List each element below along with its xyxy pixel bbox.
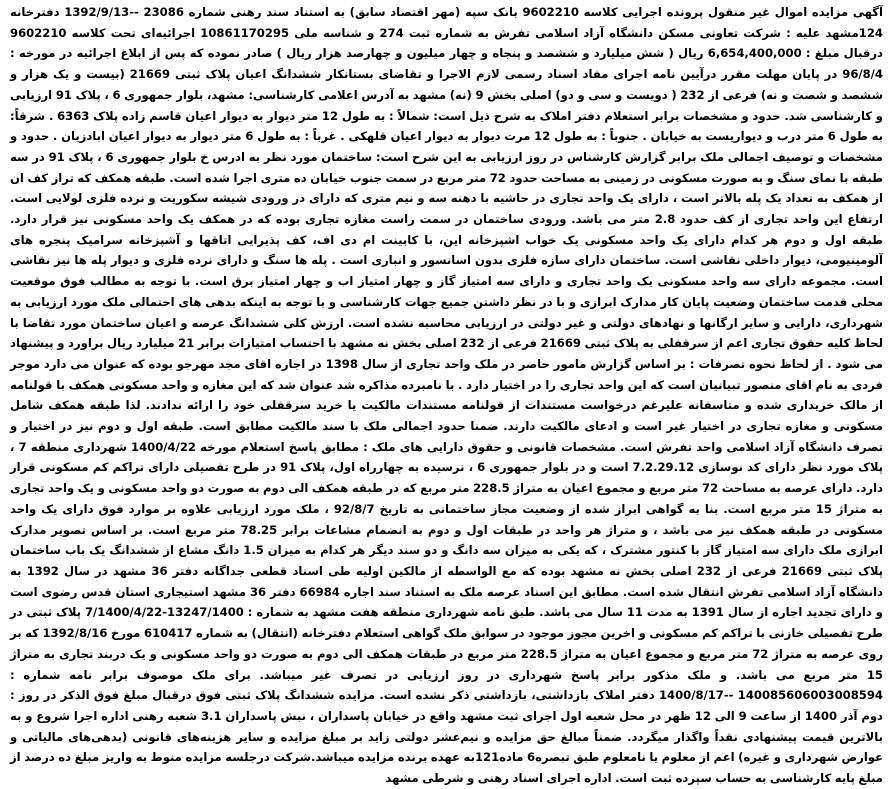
- notice-body-text: آگهی مزایده اموال غیر منقول پرونده اجرایی کلاسه 9602210 بانک سپه (مهر اقتصاد سابق) به استناد سند رهنی شماره 23086 --1392/9/13 دفترخانه 124مشهد علیه : شرکت تعاونی مسکن دانشگاه آزاد اسلامی تفرش به شماره ثبت 274 و شناسه ملی 10861170295 اجرائیه‌ای تحت کلاسه 9602210 درقبال مبلغ : 6,654,400,000 ریال ( شش میلیارد و ششصد و پنجاه و چهار میلیون و چهارصد هزار ریال ) صادر نموده که پس از ابلاغ اجرائیه در مورخه : 96/8/4 در پایان مهلت مقرر درآیین نامه اجرای مفاد اسناد رسمی لازم الاجرا و تقاضای بستانکار ششدانگ اعیان پلاک ثبتی 21669 (بیست و یک هزار و ششصد و شصت و نه) فرعی از 232 ( دویست و سی و دو) اصلی بخش 9 (نه) مشهد به آدرس اعلامی کارشناسی: مشهد، بلوار جمهوری 6 ، پلاک 91 ارزیابی و کارشناسی شد. حدود و مشخصات برابر استعلام دفتر املاک به شرح ذیل است: شمالاً : به طول 12 متر دیوار به دیوار اعیان قاسم زاده پلاک 6363 . شرقاً: به طول 6 متر درب و دیواریست به خیابان . جنوباً : به طول 12 مرت دیوار به دیوار اعیان قلهکی . غرباً : به طول 6 متر دیوار به دیوار اعیان ابادزیان . حدود و مشخصات و توصیف اجمالی ملک برابر گزارش کارشناس در روز ارزیابی به این شرح است: ساختمان مورد نظر به ادرس خ بلوار جمهوری 6 ، پلاک 91 در سه طبقه با نمای سنگ و به صورت مسکونی در زمینی به مساحت حدود 72 متر مربع در سمت جنوب خیابان ده متری اجرا شده است. طبقه همکف که تراز کف ان از همکف به تعداد یک پله بالاتر است ، دارای یک واحد تجاری در حاشیه با دهنه سه و نیم متری که دارای در ورودی شیشه سکوریت و نرده فلزی لولایی است. ارتفاع این واحد تجاری از کف حدود 2.8 متر می باشد. ورودی ساختمان در سمت راست مغازه تجاری بوده که در همکف یک واحد مسکونی نیز قرار دارد. طبقه اول و دوم هر کدام دارای یک واحد مسکونی یک خواب اشپزخانه این، با کابینت ام دی اف، کف پذیرایی اتاقها و آشپزخانه سرامیک پنجره های آلومینیومی، دیوار داخلی نقاشی است. ساختمان دارای سازه فلزی بدون اسانسور و انباری است . پله ها سنگ و دارای نرده فلزی و دیوار پله ها نیز نقاشی است. مجموعه دارای سه واحد مسکونی یک واحد تجاری و دارای سه امتیاز گاز و چهار امتیاز اب و چهار امتیاز برق است. با توجه به مطالب فوق موقعیت محلی قدمت ساختمان وضعیت پایان کار مدارک ابرازی و با در نظر داشتن جمیع جهات کارشناسی و با توجه به اینکه بدهی های احتمالی ملک مورد ارزیابی به شهرداری، دارایی و سایر ارگانها و نهادهای دولتی و غیر دولتی در ارزیابی محاسبه نشده است. ارزش کلی ششدانگ عرصه و اعیان ساختمان مورد تقاضا با لحاظ کلیه حقوق تجاری اعم از سرقفلی به پلاک ثبتی 21669 فرعی از 232 اصلی بخش نه مشهد با احتساب امتیازات برابر 21 میلیارد ریال براورد و پیشنهاد می شود . از لحاظ نحوه تصرفات : بر اساس گزارش مامور حاضر در ملک واحد تجاری از سال 1398 در اجاره اقای مجد مهرجو بوده که عنوان می دارد موجر فردی به نام اقای منصور تبیانیان است که این واحد تجاری را در اختیار دارد . با نامبرده مذاکره شد عنوان شد که این مغازه و واحد مسکونی همکف با قولنامه از مالک خریداری شده و متاسفانه علیرغم درخواست مستندات از قولنامه مستندات مالکیت یا خرید سرقفلی خود را ارائه ندادند. لذا طبقه همکف شامل مسکونی و مغازه تجاری در اختیار غیر است و ادعای مالکیت دارند. ضمنا حدود اجمالی ملک با سند مالکیت مطابق است. طبقه اول و دوم نیز در اختیار و تصرف دانشگاه آزاد اسلامی واحد تفرش است. مشخصات قانونی و حقوق دارایی های ملک : مطابق پاسخ استعلام مورخه 1400/4/22 شهرداری منطقه 7 ، پلاک مورد نظر دارای کد نوسازی 7.2.29.12 است و در بلوار جمهوری 6 ، نرسیده به چهارراه اول، پلاک 91 در طرح تفصیلی دارای تراکم کم مسکونی قرار دارد. دارای عرصه به مساحت 72 متر مربع و مجموع اعیان به متراژ 228.5 متر مربع که در طبقه همکف الی دوم به صورت دو واحد مسکونی و یک واحد تجاری به متراژ 15 متر مربع است. بنا به گواهی ابراز شده از وضعیت مجاز ساختمانی به تاریخ 92/8/7 ، ملک مورد ارزیابی علاوه بر موارد فوق دارای یک واحد مسکونی در طبقه همکف نیز می باشد ، و متراژ هر واحد در طبقات اول و دوم به انضمام مشاعات برابر 78.25 متر مربع است. بر اساس تصویر مدارک ابرازی ملک دارای سه امتیاز گاز با کنتور مشترک ، که یکی به میزان سه دانگ و دو سند دیگر هر کدام به میزان 1.5 دانگ مشاع از ششدانگ یک باب ساختمان پلاک ثبتی 21669 فرعی از 232 اصلی بخش نه مشهد بوده که مع الواسطه از مالکین اولیه طی اسناد قطعی جداگانه دفتر 36 مشهد در سال 1392 به دانشگاه آزاد اسلامی تفرش انتقال شده است. مطابق این اسناد عرصه ملک به استناد سند اجاره 66984 دفتر 36 مشهد استیجاری استان قدس رضوی است و دارای تجدید اجاره از سال 1391 به مدت 11 سال می باشد. طبق نامه شهرداری منطقه هفت مشهد به شماره : 13247/1400-7/1400/4/22 پلاک ثبتی در طرح تفصیلی خازنی با تراکم کم مسکونی و اخرین مجوز موجود در سوابق ملک گواهی استعلام دفترخانه (انتقال) به شماره 610417 مورخ 1392/8/16 که بر روی عرصه به متراژ 72 متر مربع و مجموع اعیان به متراژ 228.5 متر مربع در طبقات همکف الی دوم به صورت دو واحد مسکونی و یک دربند تجاری به متراژ 15 متر مربع می باشد. و ملک مذکور برابر پاسخ شهرداری در روز ارزیابی در تصرف غیر میباشد. برای ملک موصوف برابر نامه شماره : 140085606003008594 --1400/8/17 دفتر املاک بازداشتی، بازداشتی ذکر نشده است. مزایده ششدانگ پلاک ثبتی فوق درقبال مبلغ فوق الذکر در روز : دوم آذر 1400 از ساعت 9 الی 12 ظهر در محل شعبه اول اجرای ثبت مشهد واقع در خیابان پاسداران ، نبش پاسداران 3.1 شعبه رهنی اداره اجرا شروع و به بالاترین قیمت پیشنهادی نقداً واگذار میگردد. ضمناً مبالغ حق مزایده و نیم‌عشر دولتی زاید بر مبلغ مزایده و سایر هزینه‌های قانونی (بدهی‌های مالیاتی و عوارض شهرداری و غیره) اعم از معلوم یا نامعلوم طبق تبصره6 ماده121به عهده برنده مزایده میباشد.شرکت درجلسه مزایده منوط به واریز مبلغ ده درصد از مبلغ پایه کارشناسی به حساب سپرده ثبت است. اداره اجرای اسناد رهنی و شرطی مشهد: [10, 5, 884, 786]
- notice-document: [10, 2, 884, 786]
